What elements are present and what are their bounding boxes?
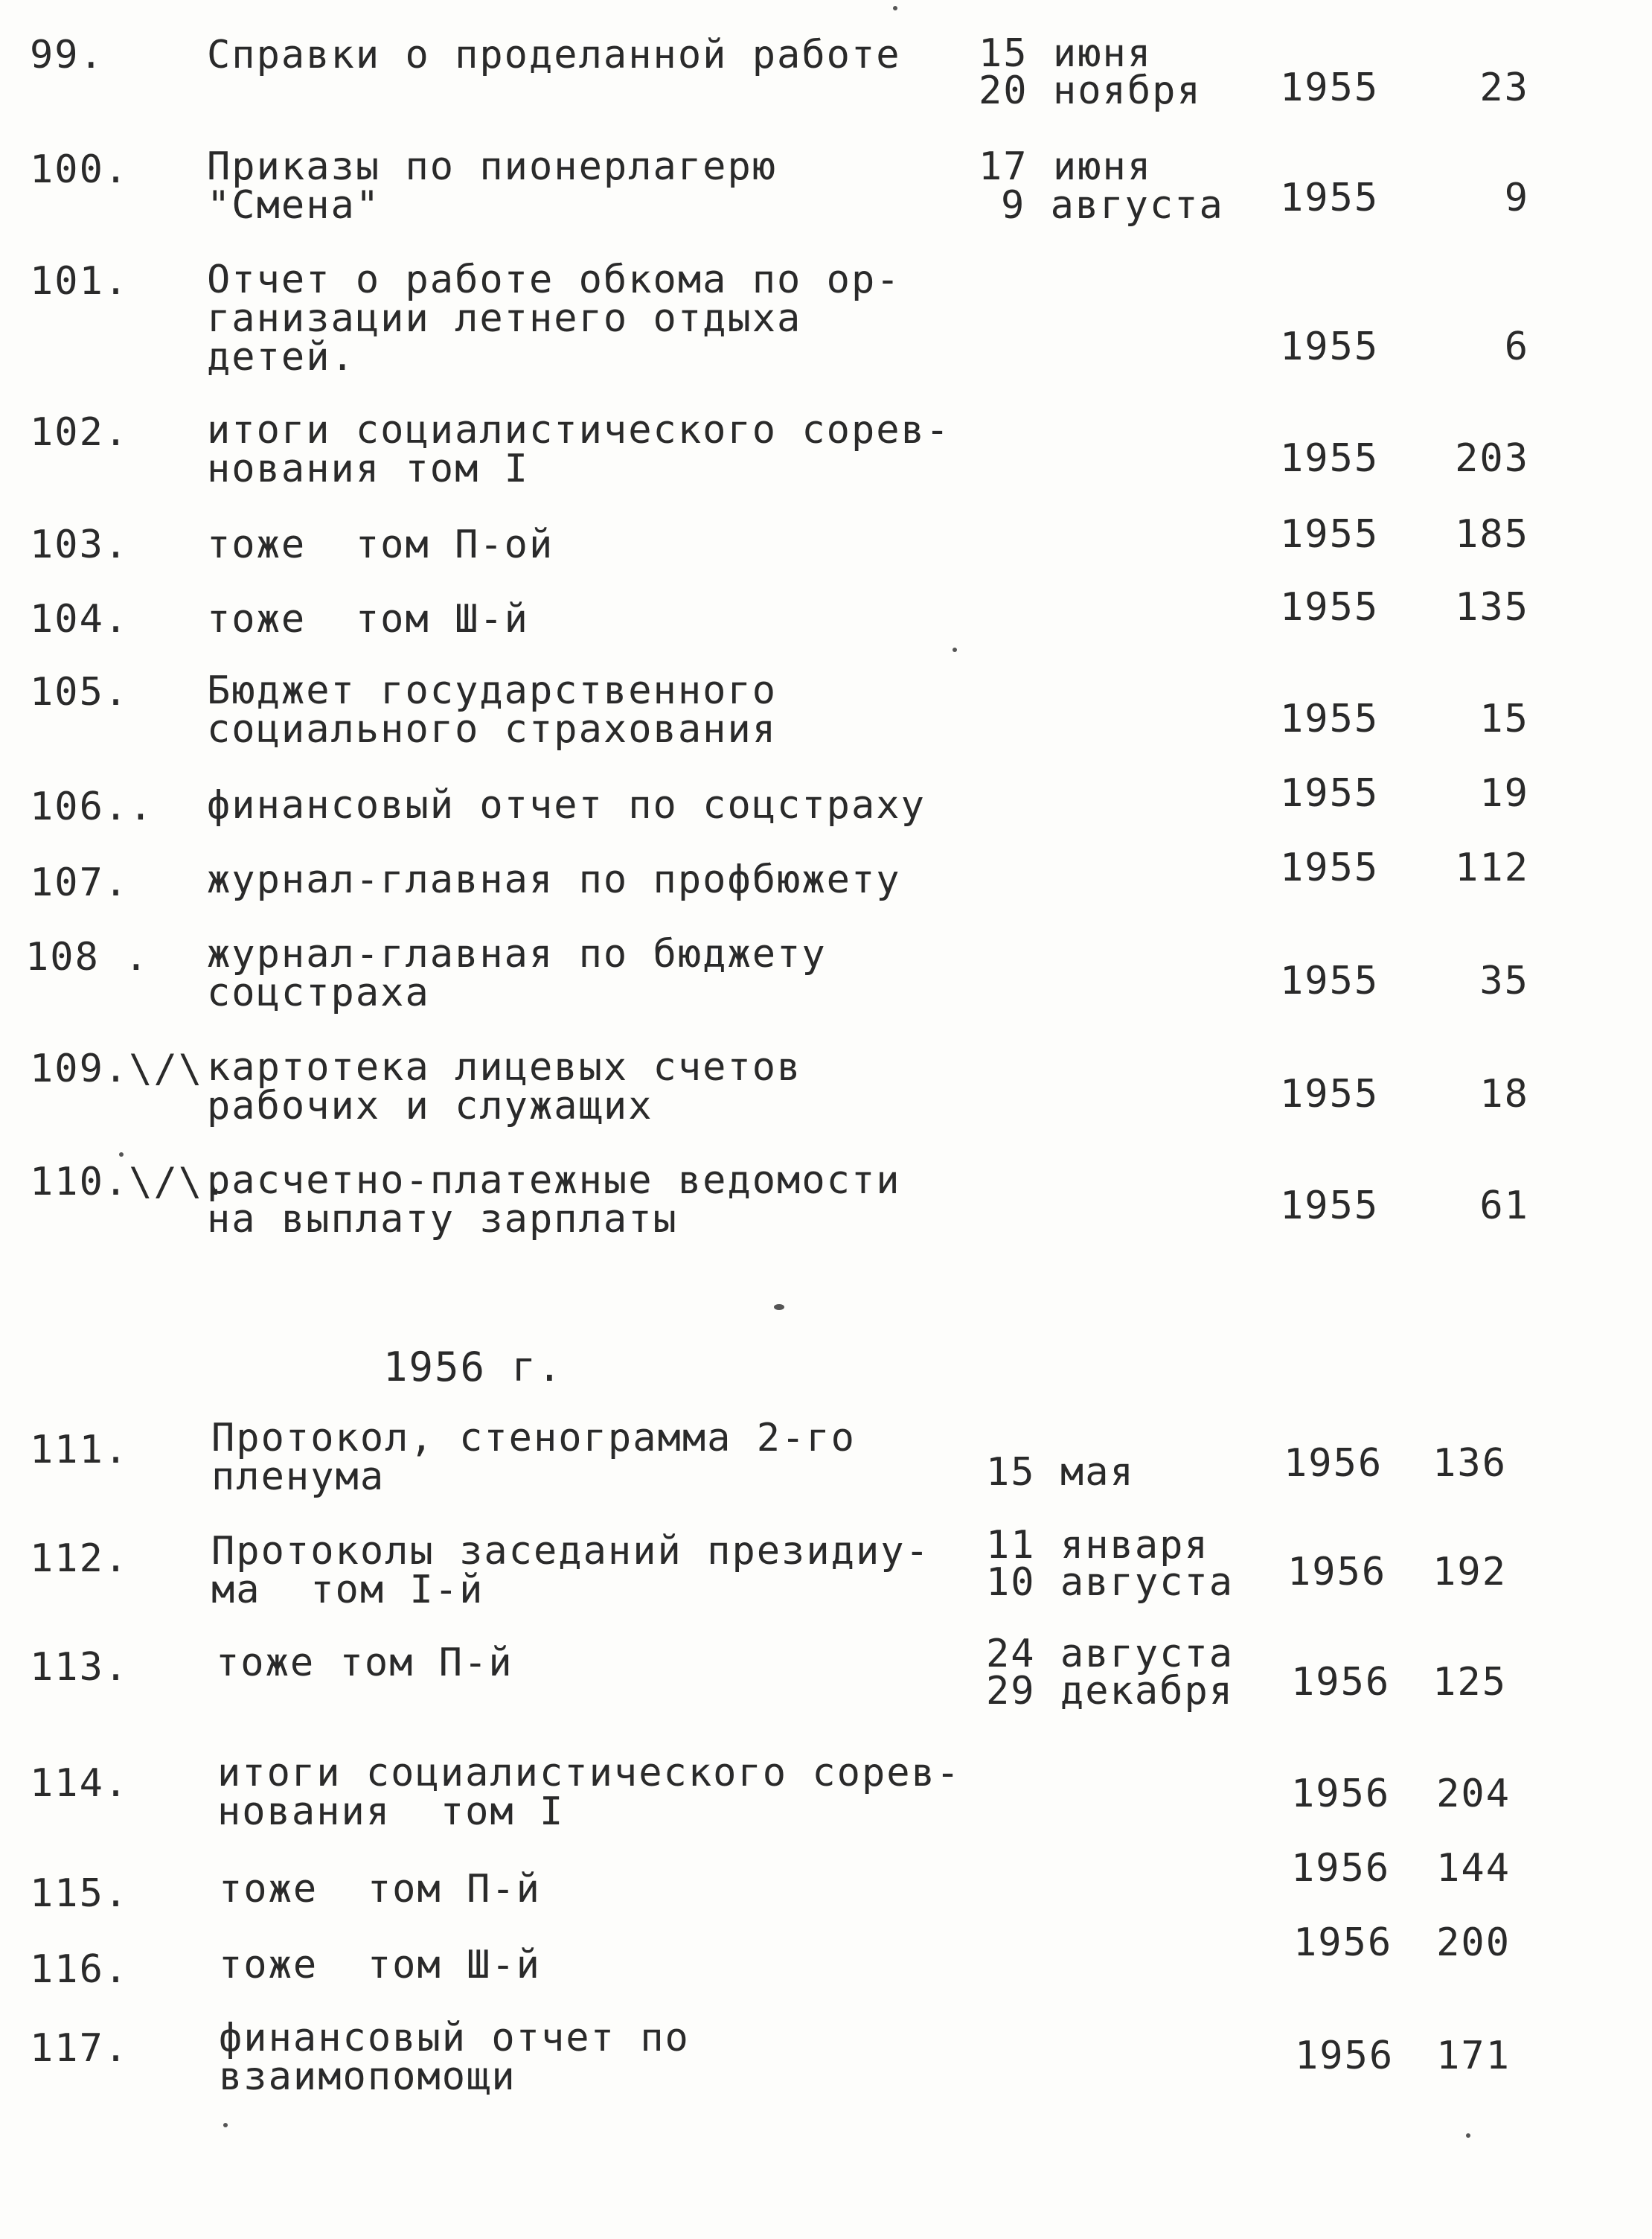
row-year: 1956 [1291, 1846, 1391, 1891]
row-number: 108 . [25, 935, 150, 980]
row-count: 15 [1479, 697, 1529, 741]
row-year: 1956 [1295, 2034, 1395, 2078]
row-year: 1955 [1280, 512, 1380, 557]
row-title: Протокол, стенограмма 2-го [211, 1416, 856, 1460]
row-title-line-2: ма том I-й [211, 1568, 484, 1612]
row-number: 112. [30, 1536, 129, 1581]
row-year: 1956 [1293, 1920, 1393, 1965]
row-date-start: 17 июня [979, 144, 1153, 189]
row-number: 101. [30, 259, 129, 304]
row-title: расчетно-платежные ведомости [207, 1158, 901, 1203]
row-count: 23 [1479, 66, 1529, 110]
row-year: 1955 [1280, 436, 1380, 481]
row-number: 114. [30, 1761, 129, 1806]
row-count: 200 [1436, 1920, 1511, 1965]
scan-speck [774, 1304, 784, 1310]
scan-speck [223, 2123, 228, 2127]
row-count: 144 [1436, 1846, 1511, 1891]
row-year: 1955 [1280, 697, 1380, 741]
row-title-line-3: детей. [207, 335, 356, 380]
row-year: 1956 [1284, 1441, 1383, 1486]
row-year: 1956 [1287, 1550, 1387, 1594]
row-title-line-2: ганизации летнего отдыха [207, 296, 802, 341]
row-number: 113. [30, 1645, 129, 1690]
scan-speck [893, 6, 897, 10]
row-count: 18 [1479, 1072, 1529, 1117]
section-heading-1956: 1956 г. [383, 1344, 563, 1390]
row-title: Справки о проделанной работе [207, 33, 901, 77]
row-count: 203 [1455, 436, 1529, 481]
row-title: Протоколы заседаний президиу- [211, 1529, 930, 1574]
row-year: 1955 [1280, 959, 1380, 1003]
row-date-end: 20 ноября [979, 68, 1202, 113]
row-number: 105. [30, 670, 129, 715]
row-title: тоже том П-ой [207, 523, 554, 567]
row-year: 1955 [1280, 1184, 1380, 1228]
row-number: 102. [30, 410, 129, 455]
row-year: 1956 [1291, 1772, 1391, 1816]
row-count: 185 [1455, 512, 1529, 557]
row-year: 1955 [1280, 1072, 1380, 1117]
row-title: журнал-главная по бюджету [207, 932, 827, 977]
row-count: 125 [1432, 1660, 1507, 1705]
row-number: 116. [30, 1947, 129, 1992]
row-count: 9 [1504, 176, 1529, 220]
row-count: 35 [1479, 959, 1529, 1003]
row-date-start: 15 мая [986, 1450, 1135, 1495]
row-year: 1955 [1280, 66, 1380, 110]
scan-speck [119, 1152, 124, 1157]
row-date-start: 15 июня [979, 31, 1153, 76]
row-title-line-2: рабочих и служащих [207, 1084, 653, 1128]
row-title: тоже том П-й [219, 1867, 541, 1911]
row-title-line-2: пленума [211, 1454, 385, 1499]
row-number: 117. [30, 2026, 129, 2071]
row-title: Бюджет государственного [207, 668, 778, 713]
row-year: 1955 [1280, 846, 1380, 890]
row-title: финансовый отчет по [219, 2016, 690, 2060]
row-year: 1955 [1280, 325, 1380, 369]
scan-speck [1466, 2133, 1470, 2138]
row-number: 104. [30, 597, 129, 642]
row-title-line-2: нования том I [207, 447, 529, 491]
row-title-line-2: социального страхования [207, 707, 778, 752]
row-title: тоже том Ш-й [207, 597, 529, 642]
row-number: 107. [30, 860, 129, 905]
row-number: 115. [30, 1871, 129, 1916]
row-title: Отчет о работе обкома по ор- [207, 258, 901, 302]
row-count: 171 [1436, 2034, 1511, 2078]
row-count: 61 [1479, 1184, 1529, 1228]
row-year: 1956 [1291, 1660, 1391, 1705]
row-title-line-2: соцстраха [207, 971, 430, 1015]
row-year: 1955 [1280, 771, 1380, 816]
row-title: тоже том Ш-й [219, 1943, 541, 1987]
row-title: итоги социалистического сорев- [217, 1751, 961, 1795]
row-title-line-2: "Смена" [207, 183, 381, 228]
row-count: 112 [1455, 846, 1529, 890]
row-title: финансовый отчет по соцстраху [207, 783, 926, 828]
row-count: 6 [1504, 325, 1529, 369]
row-title: журнал-главная по профбюжету [207, 857, 901, 902]
row-date-start: 24 августа [986, 1632, 1235, 1676]
row-number: 103. [30, 523, 129, 567]
row-number: 111. [30, 1428, 129, 1472]
row-title: итоги социалистического сорев- [207, 408, 951, 453]
row-year: 1955 [1280, 176, 1380, 220]
row-number: 109.\/\ [30, 1047, 204, 1091]
row-date-end: 9 августа [1001, 183, 1224, 228]
row-title-line-2: нования том I [217, 1789, 565, 1834]
row-date-start: 11 января [986, 1523, 1209, 1568]
row-number: 100. [30, 147, 129, 192]
row-count: 19 [1479, 771, 1529, 816]
row-count: 136 [1432, 1441, 1507, 1486]
row-count: 135 [1455, 585, 1529, 630]
row-title-line-2: взаимопомощи [219, 2054, 516, 2099]
row-number: 110.\/\. [30, 1160, 228, 1204]
row-year: 1955 [1280, 585, 1380, 630]
row-count: 192 [1432, 1550, 1507, 1594]
row-date-end: 29 декабря [986, 1669, 1235, 1713]
row-title: тоже том П-й [216, 1641, 513, 1685]
row-number: 106.. [30, 785, 154, 829]
row-number: 99. [30, 33, 104, 77]
row-count: 204 [1436, 1772, 1511, 1816]
row-date-end: 10 августа [986, 1560, 1235, 1605]
row-title: картотека лицевых счетов [207, 1045, 802, 1090]
scan-speck [953, 648, 957, 652]
row-title: Приказы по пионерлагерю [207, 144, 778, 189]
row-title-line-2: на выплату зарплаты [207, 1197, 678, 1242]
